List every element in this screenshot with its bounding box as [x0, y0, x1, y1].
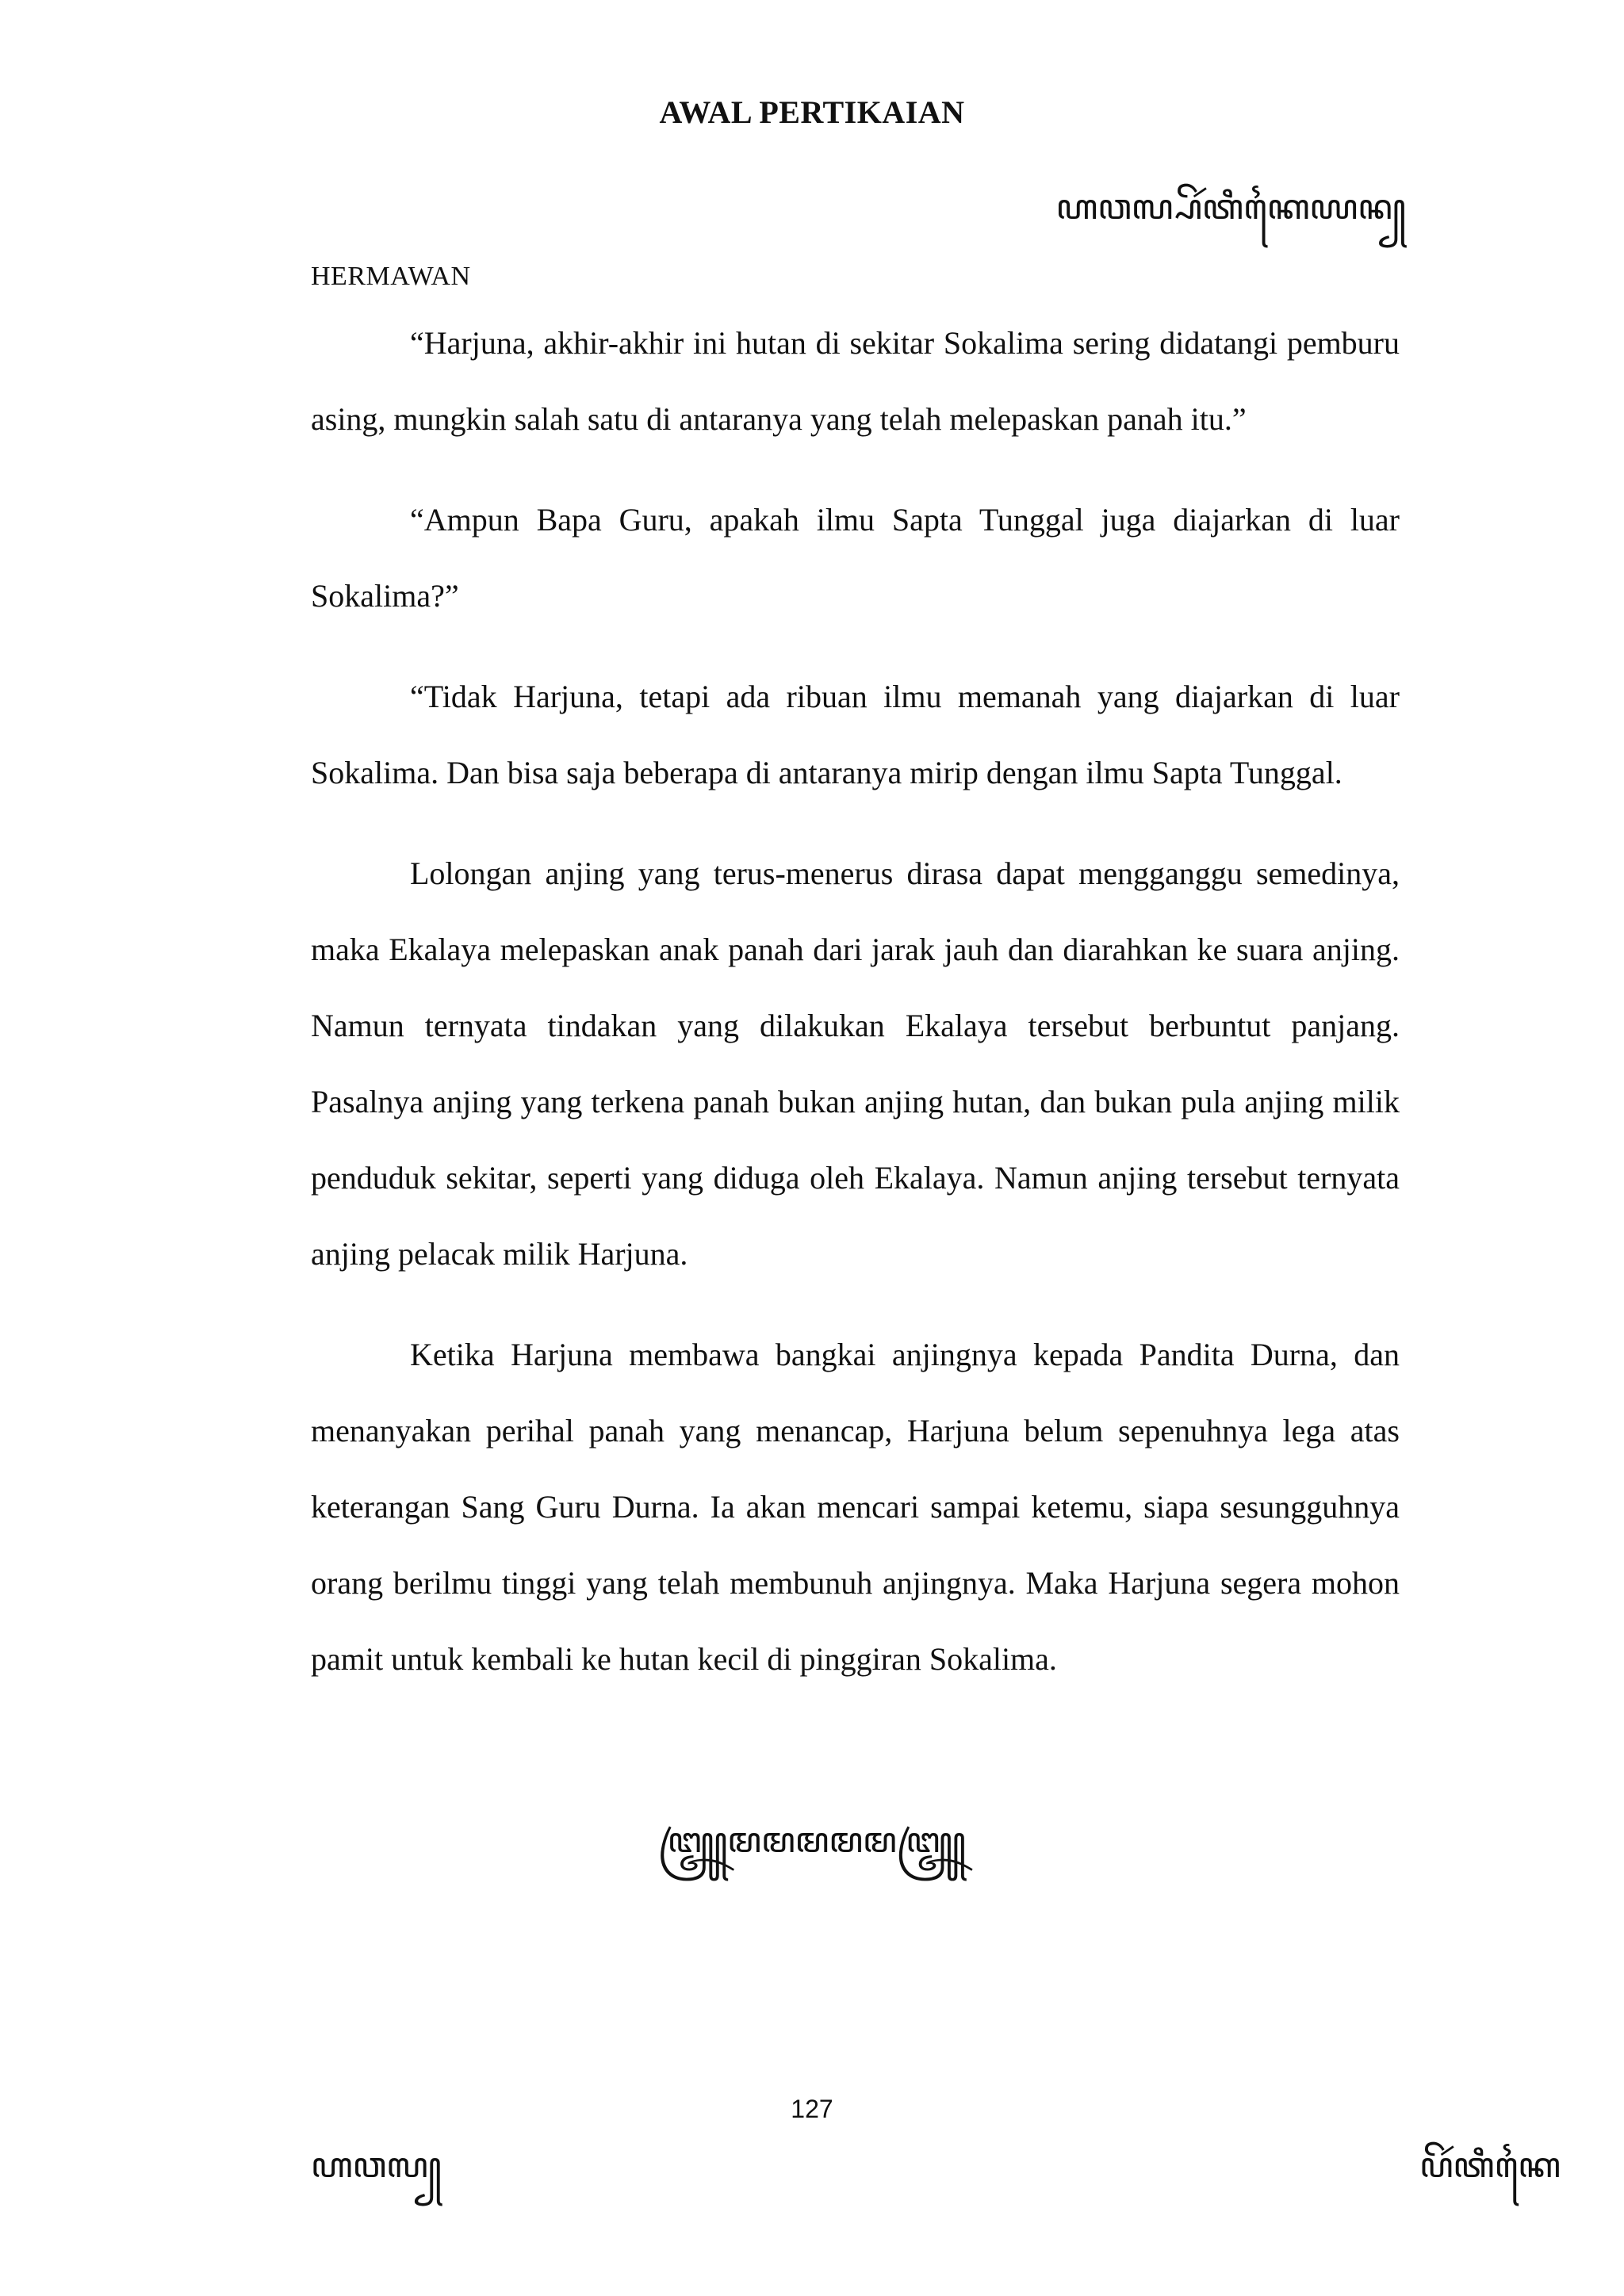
paragraph: Ketika Harjuna membawa bangkai anjingnya kepada Pandita Durna, dan menanyakan perihal panah yang menancap, Harjuna belum sepenuhnya lega atas keterangan Sang Guru Durna. Ia akan mencari sampai ketemu, siapa sesungguhnya orang berilmu tinggi yang telah membunuh anjingnya. Maka Harjuna segera mohon pamit untuk kembali ke hutan kecil di pinggiran Sokalima.	[311, 1337, 1400, 1677]
footer-left-ornament: ꦲꦮꦭ꧀	[311, 2146, 442, 2185]
section-end-ornament: ꧅ꦩꦩꦩꦩꦩ꧅	[658, 1821, 966, 1860]
page-title: AWAL PERTIKAIAN	[659, 94, 965, 130]
author-name: HERMAWAN	[311, 262, 471, 291]
paragraph: “Harjuna, akhir-akhir ini hutan di sekitar Sokalima sering didatangi pemburu asing, mungkin salah satu di antaranya yang telah melepaskan panah itu.”	[311, 325, 1400, 437]
page-number: 127	[791, 2095, 833, 2123]
paragraph: “Ampun Bapa Guru, apakah ilmu Sapta Tunggal juga diajarkan di luar Sokalima?”	[311, 502, 1400, 614]
paragraph: “Tidak Harjuna, tetapi ada ribuan ilmu memanah yang diajarkan di luar Sokalima. Dan bisa saja beberapa di antaranya mirip dengan ilmu Sapta Tunggal.	[311, 679, 1400, 790]
javanese-heading: ꦲꦮꦭ꧀ꦥꦼꦂꦠꦶꦏꦻꦪꦤ꧀	[1055, 188, 1406, 227]
story-body	[311, 305, 1400, 1722]
footer-right-ornament: ꦥꦼꦂꦠꦶꦏꦻ	[1419, 2146, 1561, 2185]
paragraph: Lolongan anjing yang terus-menerus dirasa dapat mengganggu semedinya, maka Ekalaya melepaskan anak panah dari jarak jauh dan diarahkan ke suara anjing. Namun ternyata tindakan yang dilakukan Ekalaya tersebut berbuntut panjang. Pasalnya anjing yang terkena panah bukan anjing hutan, dan bukan pula anjing milik penduduk sekitar, seperti yang diduga oleh Ekalaya. Namun anjing tersebut ternyata anjing pelacak milik Harjuna.	[311, 855, 1400, 1272]
